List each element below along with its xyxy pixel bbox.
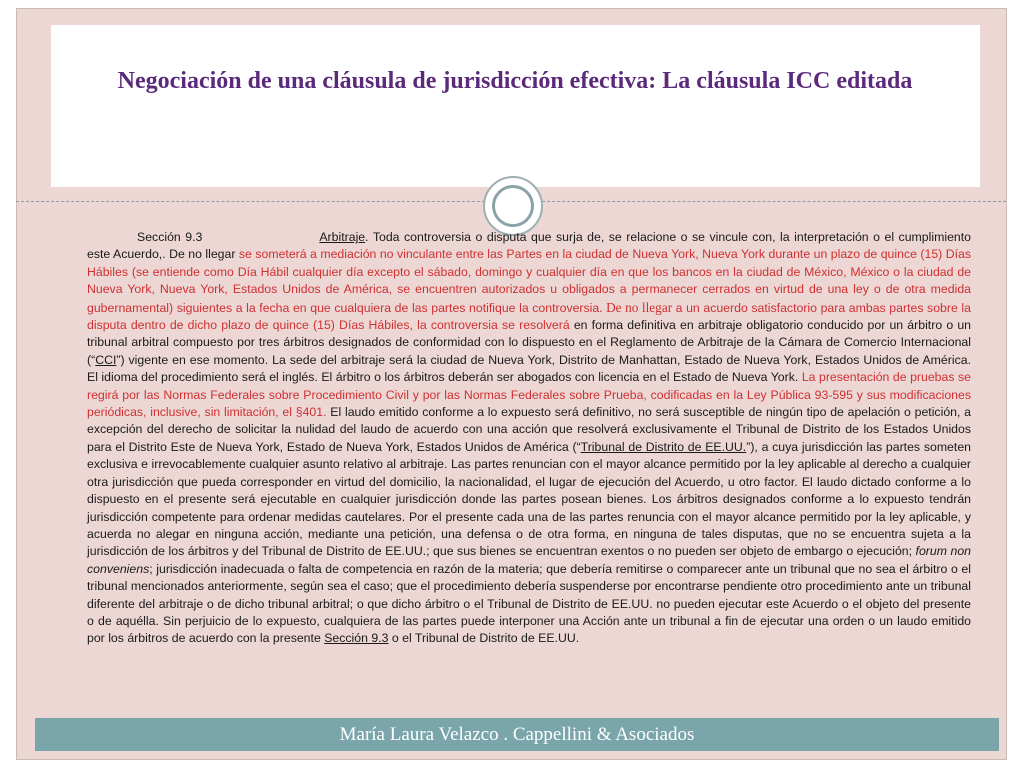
clause-segment: en forma definitiva en arbitraje obligatorio conducido por un árbitro o un tribunal arbitral compuesto por tres árbitros designados de conformidad con lo dispuesto en el Reglamento de Arbitraje de la Cámara de Comercio Internacional (“	[87, 318, 971, 367]
clause-segment-highlight: se someterá a mediación no vinculante entre las Partes en la ciudad de Nueva York, Nueva York durante un plazo de quince (15) Días Hábiles (se entiende como Día Hábil cualquier día excepto el sábado, domingo y cualquier día en que los bancos en la ciudad de México, México o la ciudad de Nueva York, Nueva York, Estados Unidos de América, se encuentren autorizados u obligados a permanecer cerrados en virtud de una ley o de otra medida gubernamental) siguientes a la fecha en que cualquiera de las partes notifique la controversia	[87, 247, 971, 315]
latin-term: forum non conveniens	[87, 544, 971, 576]
defined-term-cci: CCI	[95, 352, 117, 367]
clause-segment: o el Tribunal de Distrito de EE.UU.	[388, 631, 580, 646]
clause-segment: . Toda controversia o disputa que surja de, se relacione o se vincule con, la interpretación o el cumplimiento este Acuerdo,. De no llegar	[87, 230, 971, 262]
clause-segment: ; jurisdicción inadecuada o falta de competencia en razón de la materia; que debería remitirse o comparecer ante un tribunal que no sea el árbitro o el tribunal mencionados anteriormente, según sea el caso; que el procedimiento debería suspenderse por encontrarse pendiente otro procedimiento ante un tribunal diferente del arbitraje o de dicho tribunal arbitral; o que dicho árbitro o el Tribunal de Distrito de EE.UU. no pueden ejecutar este Acuerdo o el objeto del presente o de aquélla. Sin perjuicio de lo expuesto, cualquiera de las partes puede interponer una Acción ante un tribunal a fin de ejecutar una orden o un laudo emitido por los árbitros de acuerdo con la presente	[87, 561, 971, 646]
clause-segment: ”) vigente en ese momento. La sede del arbitraje será la ciudad de Nueva York, Distrito de Manhattan, Estado de Nueva York, Estados Unidos de América. El idioma del procedimiento será el inglés. El árbitro o los árbitros deberán ser abogados con licencia en el Estado de Nueva York.	[87, 352, 971, 385]
title-box	[51, 25, 980, 187]
clause-segment-highlight: La presentación de pruebas se regirá por las Normas Federales sobre Procedimiento Civil y por las Normas Federales sobre Prueba, codificadas en la Ley Pública 93-595 y sus modificaciones periódicas, inclusive, sin limitación, el §401.	[87, 370, 971, 420]
section-label: Sección 9.3	[137, 230, 203, 244]
section-reference: Sección 9.3	[324, 631, 389, 646]
clause-segment: El laudo emitido conforme a lo expuesto será definitivo, no será susceptible de ningún tipo de apelación o petición, a excepción del derecho de solicitar la nulidad del laudo de acuerdo con una acción que resolverá exclusivamente el Tribunal de Distrito de los Estados Unidos para el Distrito Este de Nueva York, Estado de Nueva York, Estados Unidos de América (“	[87, 405, 971, 454]
clause-text	[87, 229, 971, 648]
footer-bar	[35, 718, 999, 751]
circle-ornament-inner	[492, 185, 534, 227]
slide-title: Negociación de una cláusula de jurisdicción efectiva: La cláusula ICC editada	[117, 68, 913, 94]
circle-ornament-icon	[483, 176, 543, 236]
clause-segment: ”), a cuya jurisdicción las partes someten exclusiva e irrevocablemente cualquier asunto relativo al arbitraje. Las partes renuncian con el mayor alcance permitido por la ley aplicable al derecho a cualquier otra jurisdicción que pueda corresponder en virtud del domicilio, la nacionalidad, el lugar de ejecución del Acuerdo, u otro factor. El laudo dictado conforme a lo dispuesto en el presente será ejecutable en cualquier jurisdicción donde las partes posean bienes. Los árbitros designados conforme a lo expuesto tendrán jurisdicción competente para ordenar medidas cautelares. Por el presente cada una de las partes renuncia con el mayor alcance permitido por la ley aplicable, y acuerda no alegar en ninguna acción, mediante una petición, una defensa o de otra forma, en ninguna de tales disputas, que no se encuentra sujeta a la jurisdicción de los árbitros y del Tribunal de Distrito de EE.UU.; que sus bienes se encuentran exentos o no pueden ser objeto de embargo o ejecución;	[87, 439, 971, 559]
defined-term-tribunal: Tribunal de Distrito de EE.UU.	[580, 439, 747, 454]
footer-text: María Laura Velazco . Cappellini & Asociados	[339, 724, 695, 745]
clause-segment-highlight: . De no llegar	[599, 299, 676, 315]
section-heading: Arbitraje	[319, 230, 366, 244]
clause-segment-highlight: a un acuerdo satisfactorio para ambas partes sobre la disputa dentro de dicho plazo de quince (15) Días Hábiles, la controversia se resolverá	[87, 300, 971, 333]
